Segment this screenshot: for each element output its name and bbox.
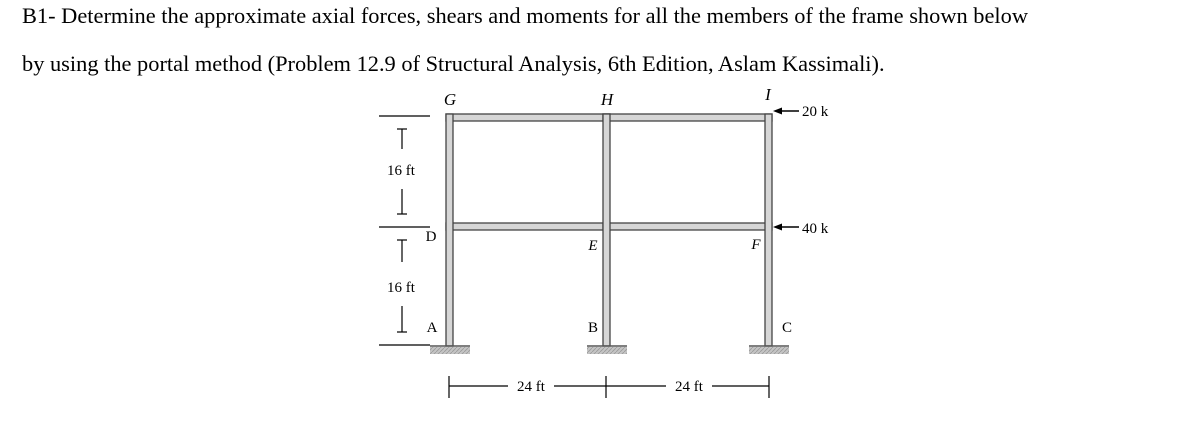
node-label-B: B [587,320,599,336]
loads [773,104,829,237]
node-label-H: H [600,90,614,109]
dim-lower-story-label: 16 ft [387,280,415,296]
node-label-C: C [781,320,793,336]
column-C-I [765,114,772,346]
beam-D-E [446,223,610,230]
support-C [749,347,789,354]
node-label-D: D [425,229,437,245]
problem-statement-line-1: B1- Determine the approximate axial forces, shears and moments for all the members of the frame shown below [22,3,1029,28]
node-label-A: A [426,320,438,336]
vertical-dimensions [379,116,430,345]
horizontal-dimensions [449,376,769,398]
problem-statement-line-2: by using the portal method (Problem 12.9 of Structural Analysis, 6th Edition, Aslam Kassimali). [22,51,885,76]
dim-bay-right-label: 24 ft [675,379,703,395]
column-A-G [446,114,453,346]
node-label-F: F [751,237,761,253]
dim-upper-story-label: 16 ft [387,163,415,179]
column-B-H [603,114,610,346]
load-top-arrowhead [773,108,782,115]
support-A [430,347,470,354]
node-label-E: E [588,238,598,254]
supports [430,346,789,354]
support-B [587,347,627,354]
load-top-label: 20 k [802,104,829,120]
node-label-G: G [443,90,457,109]
load-middle-label: 40 k [802,221,829,237]
load-middle-arrowhead [773,224,782,231]
beam-H-I [603,114,772,121]
beam-E-F [603,223,772,230]
dim-bay-left-label: 24 ft [517,379,545,395]
beam-G-H [446,114,610,121]
node-label-I: I [765,85,771,104]
